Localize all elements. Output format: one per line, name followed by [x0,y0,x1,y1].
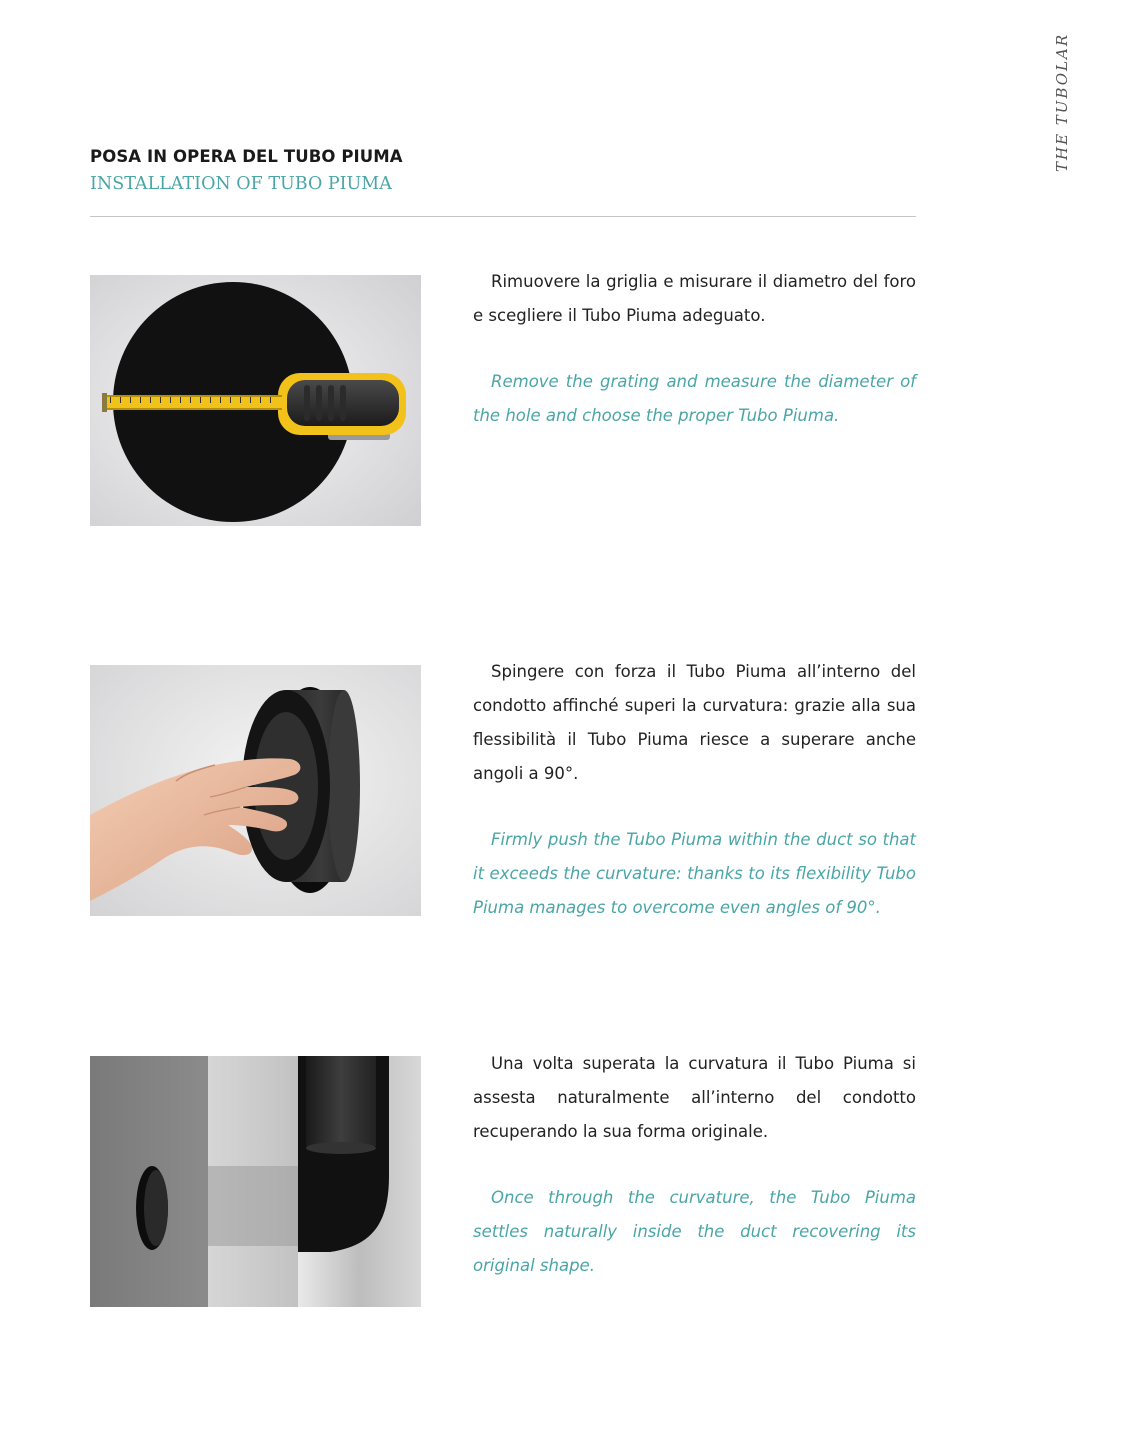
step-3-text-en: Once through the curvature, the Tubo Piuma settles naturally inside the duct recovering its original shape. [473,1188,916,1275]
tube-inside-duct-cutaway-photo [90,1056,421,1307]
step-3-text [473,1047,916,1283]
step-3-text-it: Una volta superata la curvatura il Tubo Piuma si assesta naturalmente all’interno del condotto recuperando la sua forma originale. [473,1054,916,1141]
step-2-text-en: Firmly push the Tubo Piuma within the duct so that it exceeds the curvature: thanks to its flexibility Tubo Piuma manages to overcome even angles of 90°. [473,830,916,917]
hand-pushing-tube-photo [90,665,421,916]
page-subtitle: INSTALLATION OF TUBO PIUMA [90,174,392,194]
page-title: POSA IN OPERA DEL TUBO PIUMA [90,147,403,166]
step-1-text-it: Rimuovere la griglia e misurare il diametro del foro e scegliere il Tubo Piuma adeguato. [473,272,916,325]
step-1-text-en: Remove the grating and measure the diameter of the hole and choose the proper Tubo Piuma. [473,372,916,425]
step-2-text-it: Spingere con forza il Tubo Piuma all’interno del condotto affinché superi la curvatura: grazie alla sua flessibilità il Tubo Piuma riesce a superare anche angoli a 90°. [473,662,916,783]
side-label: THE TUBOLAR [1053,32,1071,172]
step-1-text [473,265,916,433]
divider [90,216,916,217]
measuring-tape-hole-photo [90,275,421,526]
step-2-text [473,655,916,925]
